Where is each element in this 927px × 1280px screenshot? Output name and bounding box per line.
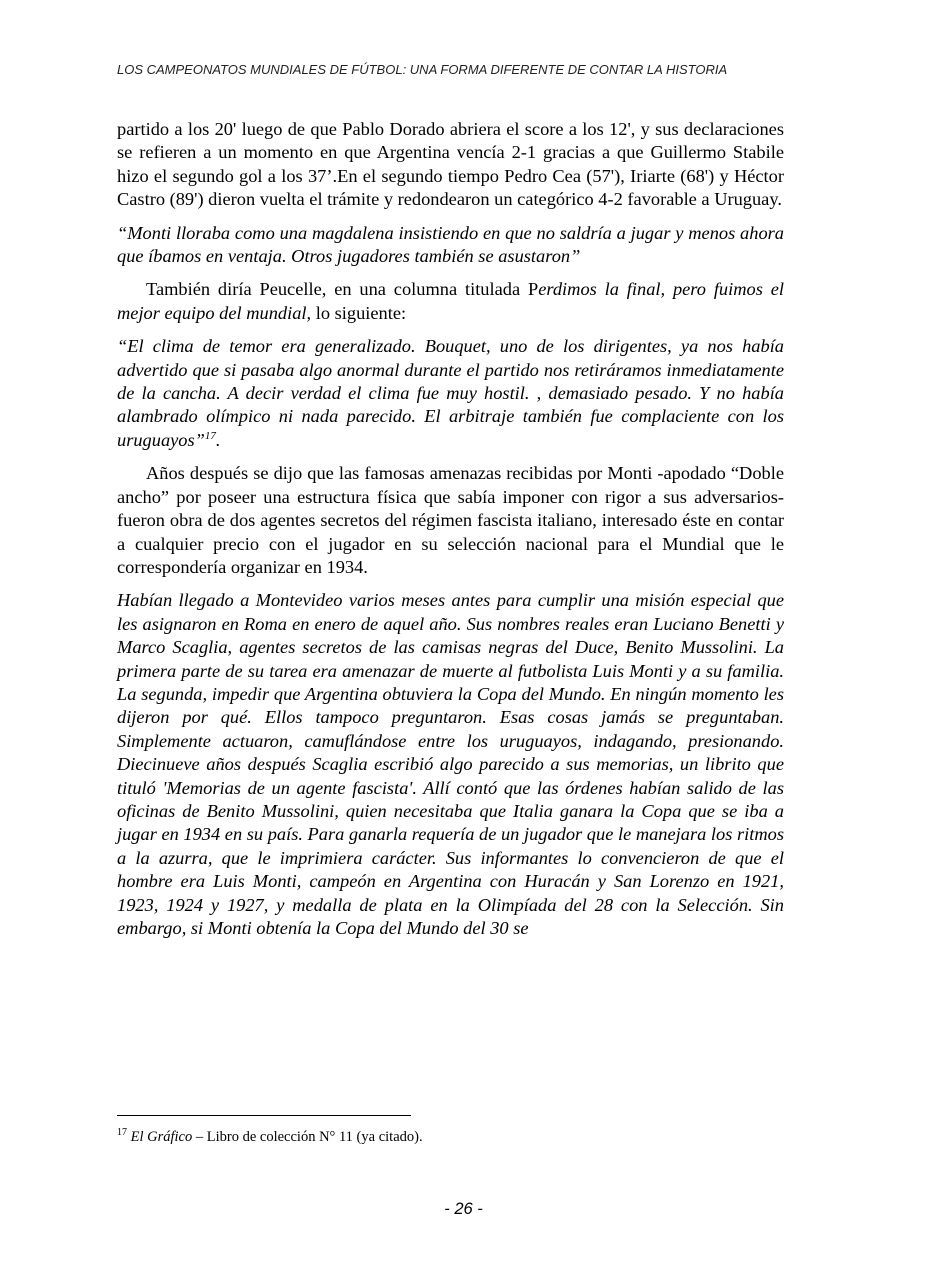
quote-climate-text: “El clima de temor era generalizado. Bouquet, uno de los dirigentes, ya nos había advertido que si pasaba algo anormal durante el partido nos retiráramos inmediatamente de la cancha. A decir verdad el clima fue muy hostil. , demasiado pesado. Y no había alambrado olímpico ni nada parecido. El arbitraje también fue complaciente con los uruguayos” xyxy=(117,336,784,450)
running-header: LOS CAMPEONATOS MUNDIALES DE FÚTBOL: UNA FORMA DIFERENTE DE CONTAR LA HISTORIA xyxy=(117,62,728,77)
peucelle-end: lo siguiente: xyxy=(311,302,407,323)
paragraph-threats-monti: Años después se dijo que las famosas amenazas recibidas por Monti -apodado “Doble ancho” por poseer una estructura física que sabía imponer con rigor a sus adversarios- fueron obra de dos agentes secretos del régimen fascista italiano, interesado éste en contar a cualquier precio con el jugador en su selección nacional para el Mundial que le correspondería organizar en 1934. xyxy=(117,463,784,577)
quote-monti-crying: “Monti lloraba como una magdalena insistiendo en que no saldría a jugar y menos ahora que íbamos en ventaja. Otros jugadores también se asustaron” xyxy=(117,222,784,267)
quote-climate-end: . xyxy=(215,429,221,450)
footnote-text: – Libro de colección N° 11 (ya citado). xyxy=(192,1129,423,1145)
quote-fascist-agents: Habían llegado a Montevideo varios meses antes para cumplir una misión especial que les asignaron en Roma en enero de aquel año. Sus nombres reales eran Luciano Benetti y Marco Scaglia, agentes secretos de las camisas negras del Duce, Benito Mussolini. La primera parte de su tarea era amenazar de muerte al futbolista Luis Monti y a su familia. La segunda, impedir que Argentina obtuviera la Copa del Mundo. En ningún momento les dijeron por qué. Ellos tampoco preguntaron. Esas cosas jamás se preguntaban. Simplemente actuaron, camuflándose entre los uruguayos, indagando, presionando. Diecinueve años después Scaglia escribió algo parecido a sus memorias, un librito que tituló 'Memorias de un agente fascista'. Allí contó que las órdenes habían salido de las oficinas de Benito Mussolini, quien necesitaba que Italia ganara la Copa que se iba a jugar en 1934 en su país. Para ganarla requería de un jugador que le manejara los ritmos a la azurra, que le imprimiera carácter. Sus informantes lo convencieron de que el hombre era Luis Monti, campeón en Argentina con Huracán y San Lorenzo en 1921, 1923, 1924 y 1927, y medalla de plata en la Olimpíada del 28 con la Selección. Sin embargo, si Monti obtenía la Copa del Mundo del 30 se xyxy=(117,590,784,938)
peucelle-intro: También diría Peucelle, en una columna titulada P xyxy=(146,279,539,300)
paragraph-score-summary: partido a los 20' luego de que Pablo Dorado abriera el score a los 12', y sus declaraciones se refieren a un momento en que Argentina vencía 2-1 gracias a que Guillermo Stabile hizo el segundo gol a los 37’.En el segundo tiempo Pedro Cea (57'), Iriarte (68') y Héctor Castro (89') dieron vuelta el trámite y redondearon un categórico 4-2 favorable a Uruguay. xyxy=(117,119,784,210)
page-number: - 26 - xyxy=(444,1200,483,1218)
column-title: erdimos la final, pero fuimos el mejor equipo del mundial, xyxy=(117,279,784,323)
footnote-source: El Gráfico xyxy=(130,1129,193,1145)
footnote-number: 17 xyxy=(117,1127,127,1139)
paragraph-peucelle-column xyxy=(117,278,784,325)
footnote-divider xyxy=(117,1115,411,1116)
body-text xyxy=(117,118,784,940)
footnote-17 xyxy=(117,1128,784,1146)
quote-climate-of-fear xyxy=(117,335,784,452)
footnote-reference[interactable]: 17 xyxy=(204,429,216,442)
